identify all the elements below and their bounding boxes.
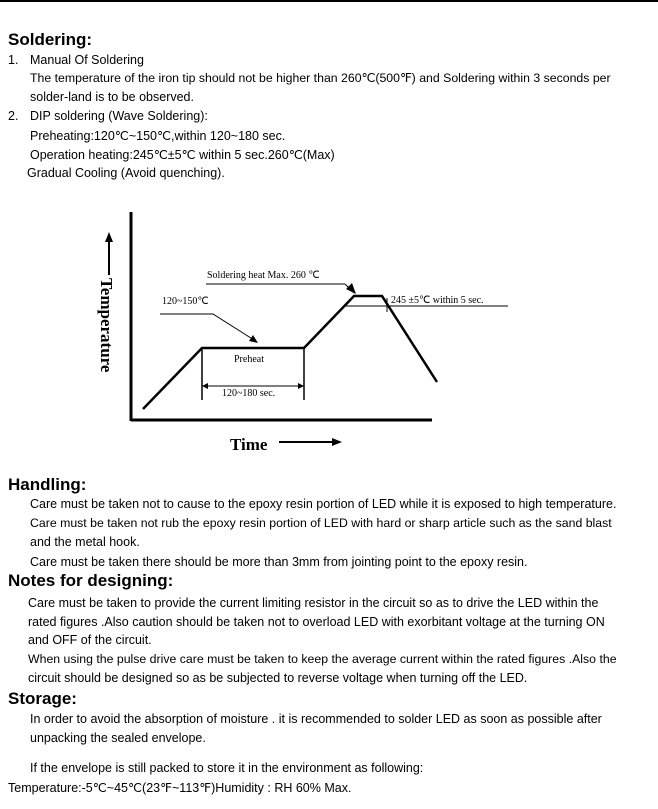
notes-line5: circuit should be designed so as be subjected to reverse voltage when turning off the LED. <box>28 671 528 685</box>
notes-line2: rated figures .Also caution should be taken not to overload LED with exorbitant voltage at the turning ON <box>28 615 605 629</box>
handling-line1: Care must be taken not to cause to the epoxy resin portion of LED while it is exposed to high temperature. <box>30 497 617 511</box>
y-axis-label: Temperature <box>97 278 116 373</box>
storage-line3: If the envelope is still packed to store it in the environment as following: <box>30 761 424 775</box>
storage-line1: In order to avoid the absorption of moisture . it is recommended to solder LED as soon as possible after <box>30 712 602 726</box>
heat-max-label: Soldering heat Max. 260 ℃ <box>207 270 320 281</box>
preheat-temp-arrowhead <box>249 335 258 343</box>
item1-line1: The temperature of the iron tip should not be higher than 260℃(500℉) and Soldering within 3 seconds per <box>30 71 611 85</box>
preheat-time-label: 120~180 sec. <box>222 388 276 399</box>
preheat-temp-leader <box>160 314 254 340</box>
profile-curve <box>143 296 437 409</box>
item2-cooling: Gradual Cooling (Avoid quenching). <box>27 166 225 180</box>
preheat-label: Preheat <box>234 354 264 365</box>
notes-line4: When using the pulse drive care must be taken to keep the average current within the rated figures .Also the <box>28 652 617 666</box>
x-axis-label: Time <box>230 435 268 454</box>
storage-line4: Temperature:-5℃~45℃(23℉~113℉)Humidity : RH 60% Max. <box>8 781 352 795</box>
handling-line3: and the metal hook. <box>30 535 140 549</box>
y-arrow-head <box>105 232 113 242</box>
notes-heading: Notes for designing: <box>8 571 174 590</box>
notes-line1: Care must be taken to provide the current limiting resistor in the circuit so as to drive the LED within the <box>28 596 599 610</box>
preheat-time-arrow-right <box>298 383 304 389</box>
peak-label: 245 ±5℃ within 5 sec. <box>391 295 484 306</box>
item1-number: 1. <box>8 53 19 67</box>
top-rule <box>0 0 658 2</box>
soldering-heading: Soldering: <box>8 30 93 49</box>
storage-line2: unpacking the sealed envelope. <box>30 731 206 745</box>
item1-line2: solder-land is to be observed. <box>30 90 194 104</box>
x-arrow-head <box>332 438 342 446</box>
handling-line4: Care must be taken there should be more than 3mm from jointing point to the epoxy resin. <box>30 555 528 569</box>
preheat-temp-label: 120~150℃ <box>162 296 209 307</box>
item2-preheat: Preheating:120℃~150℃,within 120~180 sec. <box>30 129 286 143</box>
item2-number: 2. <box>8 109 19 123</box>
notes-line3: and OFF of the circuit. <box>28 633 152 647</box>
storage-heading: Storage: <box>8 689 77 708</box>
preheat-time-arrow-left <box>202 383 208 389</box>
item2-operation: Operation heating:245℃±5℃ within 5 sec.260℃(Max) <box>30 148 335 162</box>
item2-title: DIP soldering (Wave Soldering): <box>30 109 208 123</box>
handling-line2: Care must be taken not rub the epoxy resin portion of LED with hard or sharp article such as the sand blast <box>30 516 612 530</box>
heat-max-arrowhead <box>346 283 356 294</box>
handling-heading: Handling: <box>8 475 87 494</box>
soldering-profile-diagram <box>0 200 658 465</box>
item1-title: Manual Of Soldering <box>30 53 144 67</box>
